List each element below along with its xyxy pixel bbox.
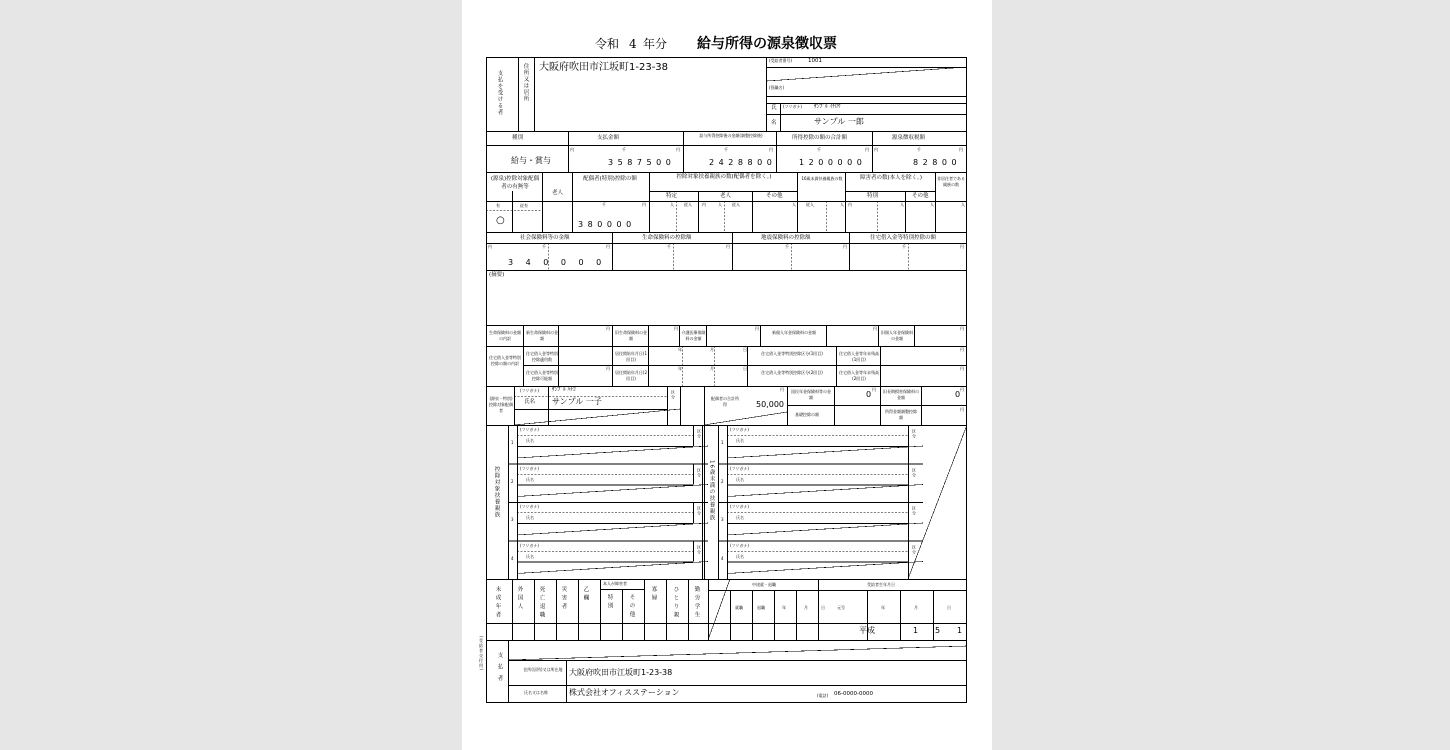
child-number-3: 3 xyxy=(721,517,724,522)
pension-label: 国民年金保険料等の金額 xyxy=(791,389,831,400)
payment-type: 給与・賞与 xyxy=(511,156,551,165)
housing-year2: 年 xyxy=(678,366,682,371)
child-name-label-3: 氏名 xyxy=(736,515,744,520)
recipient-no: 1001 xyxy=(808,58,822,64)
old-longterm-en: 円 xyxy=(960,387,964,392)
disabled-other-header: その他 xyxy=(912,193,929,199)
dep-furigana-label-2: (フリガナ) xyxy=(520,465,539,471)
housing-month1: 月 xyxy=(710,347,714,352)
dep-other-jin: 従人 xyxy=(806,202,814,207)
payer-address-label: 住所(居所)又は所在地 xyxy=(523,667,563,672)
adjust-deduction-en: 円 xyxy=(960,407,964,412)
dep-other-header: その他 xyxy=(766,193,783,199)
remarks-label: (摘要) xyxy=(489,272,505,278)
spouse-elderly-header: 老人 xyxy=(552,190,564,196)
adjust-deduction-label: 所得金額調整控除額 xyxy=(885,409,917,420)
status-col-3: 死亡退職 xyxy=(538,586,545,620)
housing-day1: 日 xyxy=(743,347,747,352)
housing-start2-label: 居住開始年月日(2回目) xyxy=(614,370,648,381)
unit-uchi-1: 内 xyxy=(570,147,574,152)
recipient-name: サンプル 一郎 xyxy=(814,117,864,126)
recipient-furigana: ｻﾝﾌﾟﾙ ｲﾁﾛｳ xyxy=(814,104,841,110)
housing-balance2-en: 円 xyxy=(960,366,964,371)
recipient-section-label: 支払を受ける者 xyxy=(496,70,503,116)
spouse-presence-mark: ○ xyxy=(496,215,505,226)
earthquake-insurance-header: 地震保険料の控除額 xyxy=(761,235,811,241)
child-furigana-label-4: (フリガナ) xyxy=(730,542,749,548)
midterm-col-leave: 退職 xyxy=(757,605,765,610)
child-kubun-1: 区分 xyxy=(912,429,917,439)
pension-old-label: 旧個人年金保険料の金額 xyxy=(881,330,913,341)
housing-count-label: 住宅借入金等特別控除適用数 xyxy=(526,351,558,362)
child-number-1: 1 xyxy=(721,440,724,445)
header-type: 種別 xyxy=(512,135,524,141)
spouse-deduction-sen: 千 xyxy=(602,202,606,207)
life-old-label: 旧生命保険料の金額 xyxy=(615,330,647,341)
life-care-en: 円 xyxy=(755,326,759,331)
under16-person: 人 xyxy=(840,202,844,207)
status-col-1: 未成年者 xyxy=(494,586,501,620)
payer-name-label: 氏名又は名称 xyxy=(524,690,548,695)
child-kubun-2: 区分 xyxy=(912,467,917,478)
furigana-label: (フリガナ) xyxy=(783,104,802,109)
dep-furigana-label-3: (フリガナ) xyxy=(520,504,539,509)
dep-kubun-4: 区分 xyxy=(697,544,702,555)
total-deductions-amount: 1 2 0 0 0 0 0 xyxy=(799,158,863,167)
unit-sen-4: 千 xyxy=(917,147,921,152)
unit-en-3: 円 xyxy=(865,147,869,152)
social-sen: 千 xyxy=(542,244,546,249)
child-name-label-1: 氏名 xyxy=(736,438,744,443)
life-breakdown-label: 生命保険料の金額の内訳 xyxy=(489,330,521,341)
status-col-5: 乙欄 xyxy=(582,586,589,603)
dep-number-3: 3 xyxy=(511,517,514,522)
dep-furigana-label-4: (フリガナ) xyxy=(520,542,539,548)
dep-furigana-label-1: (フリガナ) xyxy=(520,427,539,432)
housing-loan-header: 住宅借入金等特別控除の額 xyxy=(870,235,937,241)
birth-col-month: 月 xyxy=(914,605,918,610)
pension-amount: 0 xyxy=(866,390,872,399)
header-payment: 支払金額 xyxy=(597,135,620,141)
dependents-right-label: 16歳未満の扶養親族 xyxy=(708,460,715,521)
disabled-count-header: 障害者の数(本人を除く。) xyxy=(860,175,922,181)
dependents-count-header: 控除対象扶養親族の数(配偶者を除く。) xyxy=(676,174,772,180)
life-old-en: 円 xyxy=(674,326,678,331)
life-insurance-header: 生命保険料の控除額 xyxy=(642,235,692,241)
dep-number-4: 4 xyxy=(511,555,514,561)
payer-section-label: 支払者 xyxy=(496,652,503,687)
housing-year1: 年 xyxy=(678,347,682,352)
payment-amount: 3 5 8 7 5 0 0 xyxy=(608,158,672,167)
old-longterm-label: 旧長期損害保険料の金額 xyxy=(883,389,919,400)
dep-name-label-4: 氏名 xyxy=(526,553,534,559)
disabled-other-person: 人 xyxy=(930,202,934,207)
withholding-amount: 8 2 8 0 0 xyxy=(913,158,958,167)
header-total-deductions: 所得控除の額の合計額 xyxy=(792,135,848,141)
life-care-label: 介護医療保険料の金額 xyxy=(681,330,706,341)
name-label-mei: 名 xyxy=(771,120,777,126)
child-number-2: 2 xyxy=(721,478,724,484)
under16-header: 16歳未満扶養親族の数 xyxy=(801,176,843,181)
dependents-left-label: 控除対象扶養親族 xyxy=(493,466,500,518)
earthquake-sen: 千 xyxy=(785,244,789,249)
life-en: 円 xyxy=(726,244,730,249)
spouse-deduction-header: 配偶者(特別)控除の額 xyxy=(583,176,637,182)
recipient-no-label: (受給者番号) xyxy=(769,58,793,63)
nonresident-person: 人 xyxy=(961,202,965,207)
header-withholding: 源泉徴収税額 xyxy=(892,135,926,141)
birth-header: 受給者生年月日 xyxy=(867,582,895,587)
unit-en-4: 円 xyxy=(959,147,963,152)
dep-name-label-2: 氏名 xyxy=(526,476,534,482)
child-kubun-3: 区分 xyxy=(912,506,917,516)
midterm-col-year: 年 xyxy=(782,605,786,610)
life-new-en: 円 xyxy=(606,326,610,331)
payer-name: 株式会社オフィスステーション xyxy=(569,688,680,697)
child-furigana-label-3: (フリガナ) xyxy=(730,504,749,509)
midterm-header: 中途就・退職 xyxy=(752,582,776,587)
child-furigana-label-2: (フリガナ) xyxy=(730,465,749,471)
housing-sen: 千 xyxy=(902,244,906,249)
housing-balance1-label: 住宅借入金等年末残高(1回目) xyxy=(839,351,879,362)
pension-old-en: 円 xyxy=(960,326,964,331)
social-uchi: 内 xyxy=(488,244,492,249)
disabled-special-header: 特別 xyxy=(867,193,879,199)
recipient-address-label: 住所又は居所 xyxy=(522,63,529,102)
spouse-follow-label: 従有 xyxy=(520,203,528,208)
child-kubun-4: 区分 xyxy=(912,544,917,555)
pension-en: 円 xyxy=(872,387,876,392)
status-col-4: 災害者 xyxy=(560,586,567,612)
housing-balance2-label: 住宅借入金等年末残高(2回目) xyxy=(839,370,879,381)
housing-count-en: 円 xyxy=(606,366,610,371)
dep-kubun-3: 区分 xyxy=(697,506,702,516)
payer-side-label: (受給者交付用) xyxy=(479,636,484,672)
spouse-name: サンプル 一子 xyxy=(552,397,602,406)
dep-elderly-header: 老人 xyxy=(720,193,732,199)
spouse-kubun: 区分 xyxy=(671,390,676,400)
status-col-9: ひとり親 xyxy=(672,586,679,620)
spouse-income-en: 円 xyxy=(780,387,784,392)
unit-sen-1: 千 xyxy=(622,147,626,152)
child-furigana-label-1: (フリガナ) xyxy=(730,427,749,432)
housing-start1-label: 居住開始年月日(1回目) xyxy=(614,351,648,362)
pension-new-label: 新個人年金保険料の金額 xyxy=(772,330,816,335)
form-era: 令和 xyxy=(595,37,620,51)
dep-kubun-1: 区分 xyxy=(697,429,702,439)
midterm-col-month: 月 xyxy=(804,605,808,610)
nonresident-header: 非居住者である親族の数 xyxy=(937,176,965,187)
disabled-special-person: 人 xyxy=(900,202,904,207)
dep-specific-person: 人 xyxy=(670,202,674,207)
spouse-income-label: 配偶者の合計所得 xyxy=(711,396,739,407)
spouse-income: 50,000 xyxy=(756,400,784,409)
dep-elderly-person: 人 xyxy=(718,202,722,207)
unit-sen-3: 千 xyxy=(817,147,821,152)
child-name-label-2: 氏名 xyxy=(736,476,744,482)
disabled-special-uchi: 内 xyxy=(848,202,852,207)
status-col-7: その他 xyxy=(628,594,635,620)
birth-era: 平成 xyxy=(859,626,875,635)
form-year: 4 xyxy=(629,37,637,51)
unit-en-2: 円 xyxy=(769,147,773,152)
recipient-address: 大阪府吹田市江坂町1-23-38 xyxy=(539,62,669,73)
dep-kubun-2: 区分 xyxy=(697,467,702,478)
midterm-col-day: 日 xyxy=(821,605,825,610)
dep-name-label-1: 氏名 xyxy=(526,438,534,443)
payer-phone: 06-0000-0000 xyxy=(834,691,873,697)
payer-address: 大阪府吹田市江坂町1-23-38 xyxy=(569,668,673,677)
midterm-col-join: 就職 xyxy=(735,605,743,610)
spouse-have-label: 有 xyxy=(496,203,500,208)
spouse-presence-header: (源泉)控除対象配偶者の有無等 xyxy=(490,176,540,190)
housing-month2: 月 xyxy=(710,366,714,371)
old-longterm-amount: 0 xyxy=(955,390,961,399)
housing-class1-label: 住宅借入金等特別控除区分(1回目) xyxy=(761,351,823,356)
child-name-label-4: 氏名 xyxy=(736,553,744,559)
birth-year: 1 xyxy=(913,626,919,635)
withholding-slip-page xyxy=(462,0,992,750)
spouse-furigana: ｻﾝﾌﾟﾙ ﾊﾅｺ xyxy=(552,387,576,393)
spouse-info-label: (源泉・特別)控除対象配偶者 xyxy=(489,396,513,413)
status-columns xyxy=(462,0,992,750)
dep-specific-header: 特定 xyxy=(666,193,678,199)
unit-uchi-2: 内 xyxy=(874,147,878,152)
birth-col-era: 元号 xyxy=(837,605,845,610)
birth-month: 5 xyxy=(935,626,941,635)
form-title: 給与所得の源泉徴収票 xyxy=(697,36,837,52)
dep-elderly-jin: 従人 xyxy=(732,202,740,207)
dep-elderly-uchi: 内 xyxy=(702,202,706,207)
housing-breakdown-label: 住宅借入金等特別控除の額の内訳 xyxy=(489,355,521,366)
spouse-deduction-en: 円 xyxy=(642,202,646,207)
dep-other-person: 人 xyxy=(792,202,796,207)
after-deduction-amount: 2 4 2 8 8 0 0 xyxy=(709,158,773,167)
pension-new-en: 円 xyxy=(873,326,877,331)
status-col-6: 特別 xyxy=(606,594,613,611)
housing-balance1-en: 円 xyxy=(960,347,964,352)
housing-class2-label: 住宅借入金等特別控除区分(2回目) xyxy=(761,370,823,375)
social-insurance-header: 社会保険料等の金額 xyxy=(520,235,570,241)
dep-specific-jin: 従人 xyxy=(684,202,692,207)
status-col-8: 寡婦 xyxy=(650,586,657,603)
unit-sen-2: 千 xyxy=(724,147,728,152)
housing-day2: 日 xyxy=(743,366,747,371)
birth-col-day: 日 xyxy=(947,605,951,610)
child-number-4: 4 xyxy=(721,555,724,561)
basic-deduction-label: 基礎控除の額 xyxy=(795,412,819,417)
position-label: (役職名) xyxy=(769,85,785,90)
dep-number-2: 2 xyxy=(511,478,514,484)
housing-possible-label: 住宅借入金等特別控除可能額 xyxy=(526,370,558,381)
status-col-10: 勤労学生 xyxy=(693,586,700,620)
disabled-self-header: 本人が障害者 xyxy=(603,581,627,586)
earthquake-en: 円 xyxy=(843,244,847,249)
social-insurance-amount: 3 4 0 0 0 0 xyxy=(508,258,607,267)
life-new-label: 新生命保険料の金額 xyxy=(526,330,558,341)
birth-col-year: 年 xyxy=(881,605,885,610)
spouse-furigana-label: (フリガナ) xyxy=(520,388,539,393)
life-sen: 千 xyxy=(667,244,671,249)
housing-en: 円 xyxy=(960,244,964,249)
payer-phone-label: (電話) xyxy=(817,693,829,698)
spouse-name-label: 氏名 xyxy=(524,399,536,405)
spouse-deduction-amount: 3 8 0 0 0 0 xyxy=(578,220,633,229)
birth-day: 1 xyxy=(957,626,963,635)
unit-en-1: 円 xyxy=(676,147,680,152)
social-en: 円 xyxy=(606,244,610,249)
name-label-shi: 氏 xyxy=(771,105,777,111)
dep-name-label-3: 氏名 xyxy=(526,515,534,520)
form-year-suffix: 年分 xyxy=(643,37,668,51)
dep-number-1: 1 xyxy=(511,440,514,445)
status-col-2: 外国人 xyxy=(516,586,523,612)
header-after-deduction: 給与所得控除後の金額(調整控除後) xyxy=(699,133,763,138)
